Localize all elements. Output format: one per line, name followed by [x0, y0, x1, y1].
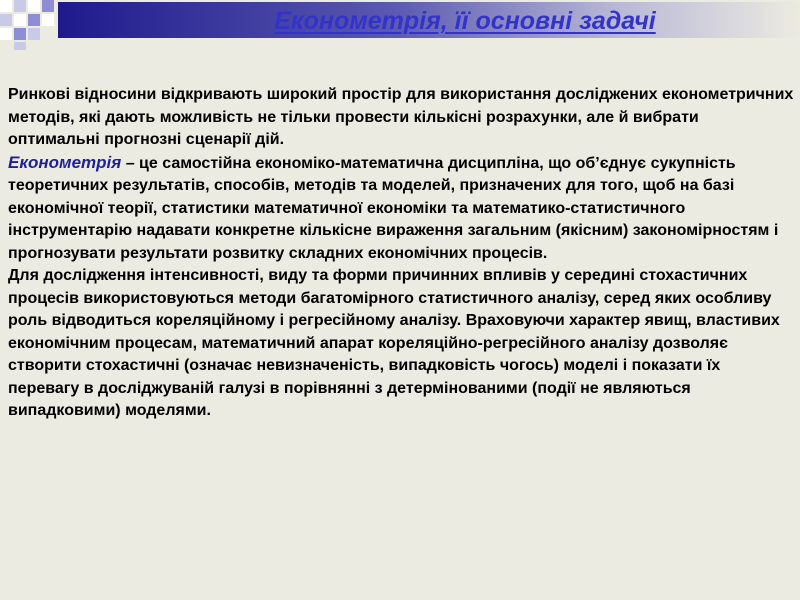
deco-square [42, 0, 54, 12]
deco-square [14, 14, 26, 26]
paragraph-markets: Ринкові відносини відкривають широкий простір для використання досліджених економетричних методів, які дають можливість не тільки провести кількісні розрахунки, але й вибрати оптимальні прогнозні сценарії дій. [8, 86, 794, 148]
slide-content [8, 84, 794, 423]
deco-square [28, 14, 40, 26]
definition-term: Економетрія [8, 152, 122, 172]
deco-square [14, 28, 26, 40]
deco-square [0, 0, 12, 12]
deco-square [0, 28, 12, 40]
deco-square [14, 42, 26, 50]
deco-square [42, 14, 54, 26]
deco-square [0, 14, 12, 26]
deco-square [28, 28, 40, 40]
paragraph-definition [8, 152, 794, 266]
definition-text: – це самостійна економіко-математична дисципліна, що об’єднує сукупність теоретичних результатів, способів, методів та моделей, призначених для того, щоб на базі економічної теорії, статистики математичної економіки та математико-статистичного інструментарію надавати конкретне кількісне вираження загальним (якісним) закономірностям і прогнозувати результати розвитку складних економічних процесів. [8, 154, 779, 262]
deco-square [14, 0, 26, 12]
deco-square [28, 0, 40, 12]
page-title: Економетрія, її основні задачі [274, 7, 656, 35]
paragraph-methods: Для дослідження інтенсивності, виду та форми причинних впливів у середині стохастичних процесів використовуються методи багатомірного статистичного аналізу, серед яких особливу роль відводиться кореляційному і регресійному аналізу. Враховуючи характер явищ, властивих економічним процесам, математичний апарат кореляційно-регресійного аналізу дозволяє створити стохастичні (означає невизначеність, випадковість чогось) моделі і показати їх перевагу в досліджуваній галузі в порівнянні з детермінованими (події не являються випадковими) моделями. [8, 267, 780, 419]
